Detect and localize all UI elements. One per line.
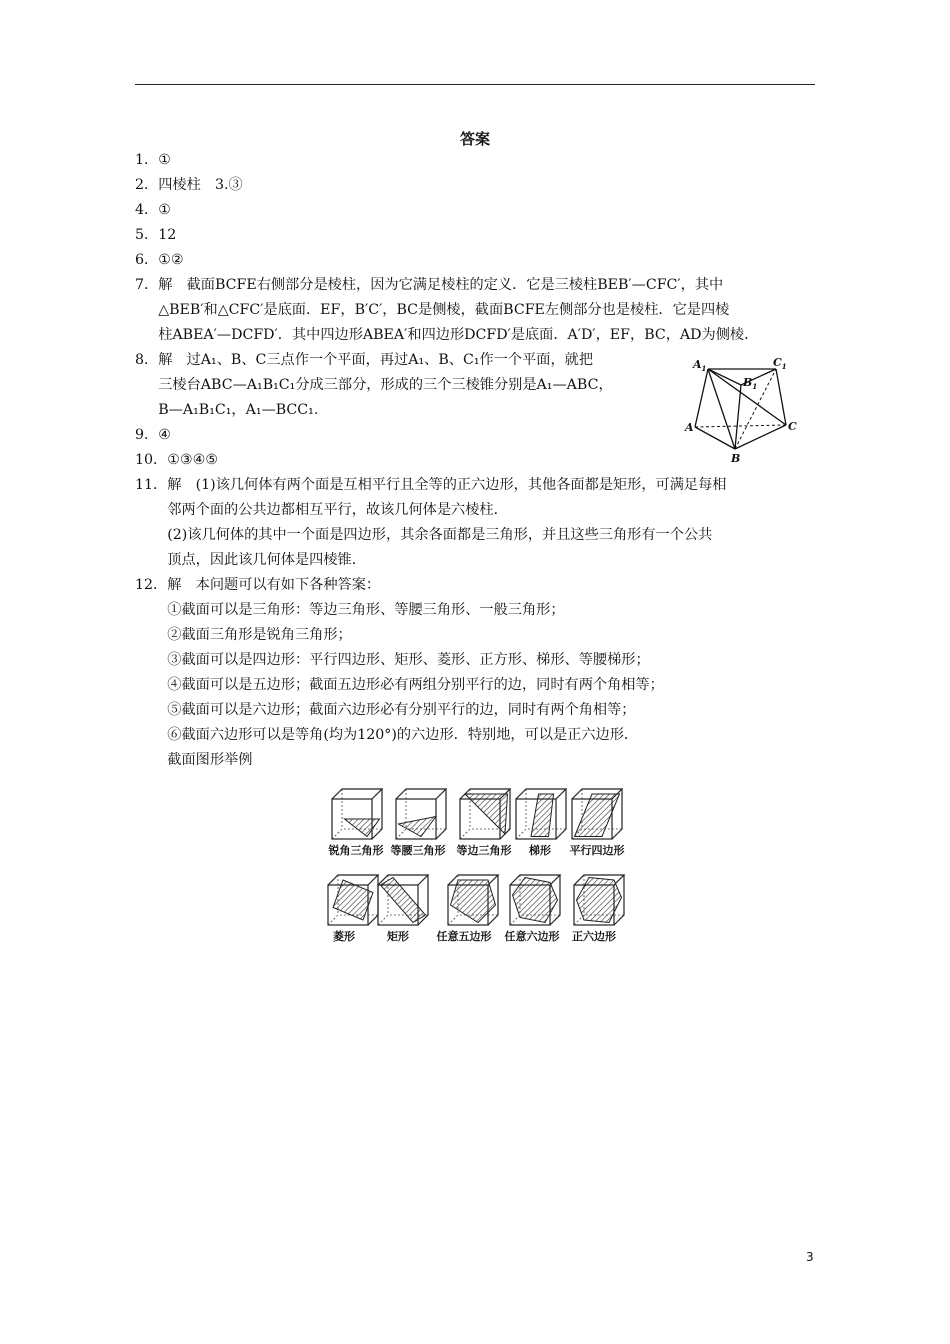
label-isosceles-triangle: 等腰三角形 <box>390 844 446 857</box>
cube-top-edges <box>332 789 382 799</box>
label-parallelogram: 平行四边形 <box>569 844 625 857</box>
page-title: 答案 <box>459 130 490 148</box>
label-c1: $C_1$ <box>773 356 787 371</box>
label-acute-triangle: 锐角三角形 <box>328 844 384 857</box>
label-b: B <box>731 452 741 464</box>
answer-2: 2． 四棱柱 3.③ <box>135 177 243 193</box>
cube-any-pentagon <box>448 875 498 925</box>
answer-12: 12． 解 本问题可以有如下各种答案： ①截面可以是三角形：等边三角形、等腰三角形、一般三角形； ②截面三角形是锐角三角形； ③截面可以是四边形：平行四边形、矩形、菱形、正方形、梯形、等腰梯形； ④截面可以是五边形；截面五边形必有两组分别平行的边，同时有两个角相等； ⑤截面可以是六边形；截面六边形必有分别平行的边，同时有两个角相等； ⑥截面六边形可以是等角(均为120°)的六边形．特别地，可以是正六边形． 截面图形举例 <box>135 573 817 773</box>
answer-12-line-8: 截面图形举例 <box>167 752 253 768</box>
cube-trapezoid <box>516 789 566 839</box>
cube-hidden-edges <box>328 915 378 925</box>
answer-11-line-1: 解 (1)该几何体有两个面是互相平行且全等的正六边形，其他各面都是矩形，可满足每相 <box>167 477 727 493</box>
cube-right-edges <box>372 789 382 839</box>
edge-b1b <box>735 385 741 449</box>
edge-ac-hidden <box>695 425 786 427</box>
edge-bc <box>735 425 786 449</box>
answer-5: 5． 12 <box>135 227 177 243</box>
edge-a1a <box>695 369 708 427</box>
label-any-pentagon: 任意五边形 <box>436 930 492 943</box>
gallery-figures <box>326 783 632 945</box>
answer-11-line-4: 顶点，因此该几何体是四棱锥． <box>167 552 366 568</box>
cube-top-edges <box>328 875 378 885</box>
section-acute-triangle <box>345 819 380 837</box>
section-rhombus <box>333 880 373 920</box>
answer-7-line-1: 解 截面BCFE右侧部分是棱柱，因为它满足棱柱的定义．它是三棱柱BEB′—CFC′，其中 <box>158 277 724 293</box>
answer-12-line-4: ③截面可以是四边形：平行四边形、矩形、菱形、正方形、梯形、等腰梯形； <box>167 652 650 668</box>
answer-12-line-3: ②截面三角形是锐角三角形； <box>167 627 352 643</box>
cube-right-edges <box>436 789 446 839</box>
label-equilateral-triangle: 等边三角形 <box>456 844 512 857</box>
label-rectangle: 矩形 <box>387 930 409 943</box>
cut-bc1-hidden <box>735 369 776 449</box>
answer-12-line-5: ④截面可以是五边形；截面五边形必有两组分别平行的边，同时有两个角相等； <box>167 677 664 693</box>
header-rule <box>135 84 815 85</box>
cube-isosceles-triangle <box>396 789 446 839</box>
frustum-figure <box>683 352 803 464</box>
label-b1: $B_1$ <box>743 376 758 391</box>
answer-6: 6． ①② <box>135 252 184 268</box>
answer-4: 4． ① <box>135 202 171 218</box>
section-trapezoid <box>531 794 554 837</box>
cube-equilateral-triangle <box>460 789 510 839</box>
cube-top-edges <box>396 789 446 799</box>
answer-12-line-6: ⑤截面可以是六边形；截面六边形必有分别平行的边，同时有两个角相等； <box>167 702 636 718</box>
answer-1: 1． ① <box>135 152 171 168</box>
answer-7-line-2: △BEB′和△CFC′是底面．EF，B′C′，BC是侧棱，截面BCFE左侧部分也是棱柱．它是四棱 <box>158 302 730 318</box>
cube-right-edges <box>556 789 566 839</box>
cube-parallelogram <box>572 789 622 839</box>
label-c: C <box>788 420 797 433</box>
cross-section-gallery <box>326 783 632 945</box>
answer-8-line-1: 解 过A₁、B、C三点作一个平面，再过A₁、B、C₁作一个平面，就把 <box>158 352 594 368</box>
cube-hidden-edges <box>332 829 382 839</box>
section-isosceles-triangle <box>399 817 437 837</box>
cube-rectangle <box>378 875 428 925</box>
cube-regular-hexagon <box>574 875 624 925</box>
answer-8-line-3: B—A₁B₁C₁，A₁—BCC₁. <box>158 402 319 418</box>
label-a1: $A_1$ <box>693 358 707 373</box>
label-a: A <box>685 421 694 434</box>
label-regular-hexagon: 正六边形 <box>572 930 616 943</box>
label-any-hexagon: 任意六边形 <box>504 930 560 943</box>
cube-any-hexagon <box>510 875 560 925</box>
label-trapezoid: 梯形 <box>529 844 551 857</box>
section-equilateral-triangle <box>465 794 508 834</box>
answer-8-line-2: 三棱台ABC—A₁B₁C₁分成三部分，形成的三个三棱锥分别是A₁—ABC， <box>158 377 613 393</box>
answer-9: 9． ④ <box>135 427 171 443</box>
answer-8: 8． 解 过A₁、B、C三点作一个平面，再过A₁、B、C₁作一个平面，就把 三棱台ABC—A₁B₁C₁分成三部分，形成的三个三棱锥分别是A₁—ABC， B—A₁B₁C₁，A₁—BCC₁. <box>135 348 817 423</box>
answer-12-line-2: ①截面可以是三角形：等边三角形、等腰三角形、一般三角形； <box>167 602 565 618</box>
label-rhombus: 菱形 <box>333 930 355 943</box>
edge-c1c <box>776 369 786 425</box>
page-number: 3 <box>806 1250 814 1264</box>
answer-11-line-2: 邻两个面的公共边都相互平行，故该几何体是六棱柱． <box>167 502 508 518</box>
answer-12-line-1: 解 本问题可以有如下各种答案： <box>167 577 381 593</box>
answer-7-line-3: 柱ABEA′—DCFD′．其中四边形ABEA′和四边形DCFD′是底面．A′D′，EF，BC，AD为侧棱． <box>158 327 759 343</box>
cube-acute-triangle <box>332 789 382 839</box>
answer-10: 10． ①③④⑤ <box>135 452 219 468</box>
answer-7: 7． 解 截面BCFE右侧部分是棱柱，因为它满足棱柱的定义．它是三棱柱BEB′—CFC′，其中 △BEB′和△CFC′是底面．EF，B′C′，BC是侧棱，截面BCFE左侧部分也是棱柱．它是四棱 柱ABEA′—DCFD′．其中四边形ABEA′和四边形DCFD′是底面．A′D′，EF，BC，AD为侧棱． <box>135 273 817 348</box>
answer-11-line-3: (2)该几何体的其中一个面是四边形，其余各面都是三角形，并且这些三角形有一个公共 <box>167 527 713 543</box>
answer-12-line-7: ⑥截面六边形可以是等角(均为120°)的六边形．特别地，可以是正六边形． <box>167 727 639 743</box>
answer-11: 11． 解 (1)该几何体有两个面是互相平行且全等的正六边形，其他各面都是矩形，可满足每相 邻两个面的公共边都相互平行，故该几何体是六棱柱． (2)该几何体的其中一个面是四边形，其余各面都是三角形，并且这些三角形有一个公共 顶点，因此该几何体是四棱锥． <box>135 473 817 573</box>
cube-rhombus <box>328 875 378 925</box>
